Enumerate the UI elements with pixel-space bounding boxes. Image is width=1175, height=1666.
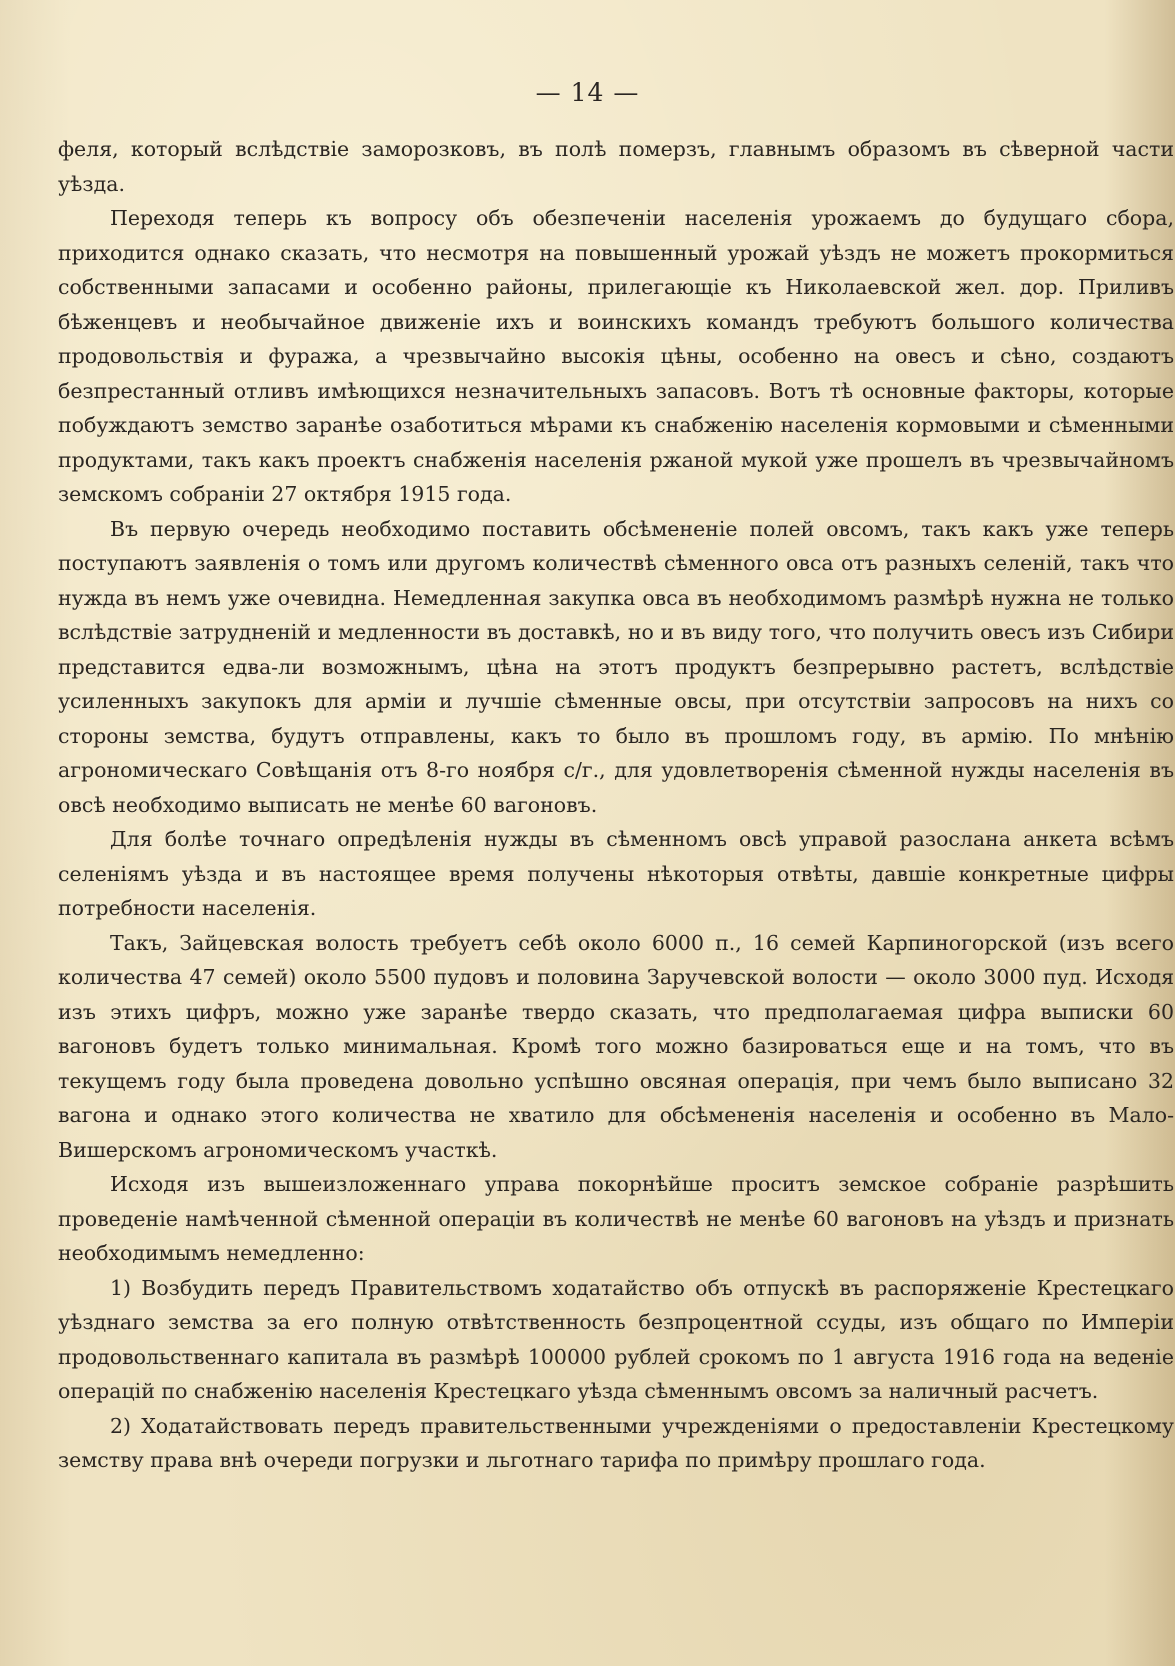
paragraph-oat-seeding: Въ первую очередь необходимо поставить обсѣмененіе полей овсомъ, такъ какъ уже теперь поступаютъ заявленія о томъ или другомъ количествѣ сѣменного овса отъ разныхъ селеній, такъ что нужда въ немъ уже очевидна. Немедленная закупка овса въ необходимомъ размѣрѣ нужна не только вслѣдствіе затрудненій и медленности въ доставкѣ, но и въ виду того, что получить овесъ изъ Сибири представится едва-ли возможнымъ, цѣна на этотъ продуктъ безпрерывно растетъ, вслѣдствіе усиленныхъ закупокъ для арміи и лучшіе сѣменные овсы, при отсутствіи запросовъ на нихъ со стороны земства, будутъ отправлены, какъ то было въ прошломъ году, въ армію. По мнѣнію агрономическаго Совѣщанія отъ 8-го ноября с/г., для удовлетворенія сѣменной нужды населенія въ овсѣ необходимо выписать не менѣе 60 вагоновъ. bbox=[58, 516, 1174, 817]
paragraph-continuation: феля, который вслѣдствіе заморозковъ, въ полѣ померзъ, главнымъ образомъ въ сѣверной части уѣзда. bbox=[58, 137, 1174, 196]
page-number: — 14 — bbox=[535, 78, 640, 107]
paragraph-food-supply: Переходя теперь къ вопросу объ обезпеченіи населенія урожаемъ до будущаго сбора, приходится однако сказать, что несмотря на повышенный урожай уѣздъ не можетъ прокормиться собственными запасами и особенно районы, прилегающіе къ Николаевской жел. дор. Приливъ бѣженцевъ и необычайное движеніе ихъ и воинскихъ командъ требуютъ большого количества продовольствія и фуража, а чрезвычайно высокія цѣны, особенно на овесъ и сѣно, создаютъ безпрестанный отливъ имѣющихся незначительныхъ запасовъ. Вотъ тѣ основные факторы, которые побуждаютъ земство заранѣе озаботиться мѣрами къ снабженію населенія кормовыми и сѣменными продуктами, такъ какъ проектъ снабженія населенія ржаной мукой уже прошелъ въ чрезвычайномъ земскомъ собраніи 27 октября 1915 года. bbox=[58, 206, 1174, 506]
paragraph-questionnaire: Для болѣе точнаго опредѣленія нужды въ сѣменномъ овсѣ управой разослана анкета всѣмъ селеніямъ уѣзда и въ настоящее время получены нѣкоторыя отвѣты, давшіе конкретные цифры потребности населенія. bbox=[58, 827, 1174, 920]
paragraph-volost-figures: Такъ, Зайцевская волость требуетъ себѣ около 6000 п., 16 семей Карпиногорской (изъ всего количества 47 семей) около 5500 пудовъ и половина Заручевской волости — около 3000 пуд. Исходя изъ этихъ цифръ, можно уже заранѣе твердо сказать, что предполагаемая цифра выписки 60 вагоновъ будетъ только минимальная. Кромѣ того можно базироваться еще и на томъ, что въ текущемъ году была проведена довольно успѣшно овсяная операція, при чемъ было выписано 32 вагона и однако этого количества не хватило для обсѣмененія населенія и особенно въ Мало-Вишерскомъ агрономическомъ участкѣ. bbox=[58, 930, 1174, 1162]
body-text bbox=[58, 132, 1174, 1478]
paragraph-request: Исходя изъ вышеизложеннаго управа покорнѣйше проситъ земское собраніе разрѣшить проведеніе намѣченной сѣменной операціи въ количествѣ не менѣе 60 вагоновъ на уѣздъ и признать необходимымъ немедленно: bbox=[58, 1172, 1174, 1265]
list-item-1: 1) Возбудить передъ Правительствомъ ходатайство объ отпускѣ въ распоряженіе Крестецкаго уѣзднаго земства за его полную отвѣтственность безпроцентной ссуды, изъ общаго по Имперіи продовольственнаго капитала въ размѣрѣ 100000 рублей срокомъ по 1 августа 1916 года на веденіе операцій по снабженію населенія Крестецкаго уѣзда сѣменнымъ овсомъ за наличный расчетъ. bbox=[58, 1275, 1174, 1403]
list-item-2: 2) Ходатайствовать передъ правительственными учрежденіями о предоставленіи Крестецкому земству права внѣ очереди погрузки и льготнаго тарифа по примѣру прошлаго года. bbox=[58, 1413, 1174, 1472]
